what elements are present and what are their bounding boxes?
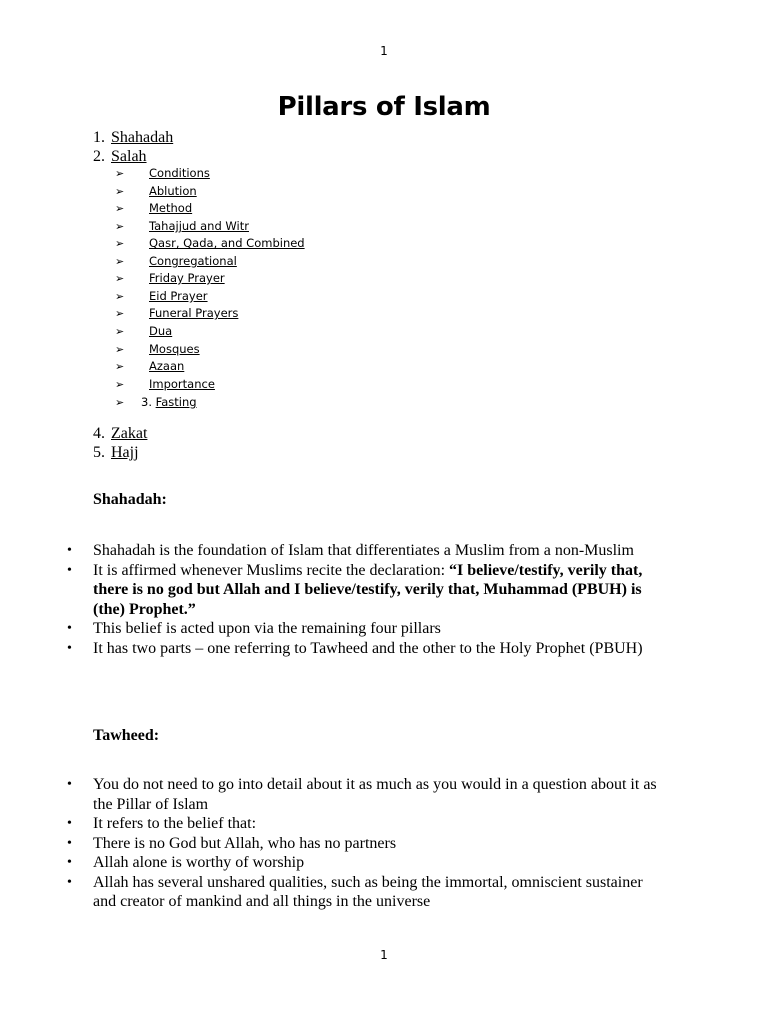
toc-link-zakat[interactable]: Zakat xyxy=(111,425,148,442)
arrow-bullet-icon: ➢ xyxy=(115,343,125,356)
toc-sub-item[interactable] xyxy=(115,359,184,374)
toc-sub-item[interactable] xyxy=(115,377,215,392)
toc-sub-link[interactable]: Azaan xyxy=(149,359,185,373)
toc-sub-link[interactable]: Mosques xyxy=(149,342,200,356)
toc-sub-link[interactable]: Eid Prayer xyxy=(149,289,208,303)
toc-number: 4. xyxy=(93,425,105,442)
arrow-bullet-icon: ➢ xyxy=(115,202,125,215)
bullet-text-wrapper xyxy=(93,561,667,620)
toc-sub-link[interactable]: Conditions xyxy=(149,166,210,180)
toc-link-hajj[interactable]: Hajj xyxy=(111,444,139,461)
toc-sub-link[interactable]: Ablution xyxy=(149,184,197,198)
toc-item-zakat[interactable] xyxy=(93,424,147,443)
list-item xyxy=(67,853,667,873)
tawheed-bullet-list xyxy=(67,775,667,912)
bullet-text: Allah has several unshared qualities, such as being the immortal, omniscient sustainer and creator of mankind and all things in the universe xyxy=(93,873,643,910)
section-heading-tawheed: Tawheed: xyxy=(93,727,160,744)
toc-sub-item-fasting[interactable] xyxy=(115,395,197,410)
toc-number: 3. xyxy=(141,395,152,409)
arrow-bullet-icon: ➢ xyxy=(115,167,125,180)
bullet-text: There is no God but Allah, who has no partners xyxy=(93,834,397,852)
arrow-bullet-icon: ➢ xyxy=(115,237,125,250)
bullet-text: It is affirmed whenever Muslims recite the declaration: xyxy=(93,561,450,579)
toc-sub-item[interactable] xyxy=(115,166,210,181)
toc-sub-item[interactable] xyxy=(115,219,249,234)
arrow-bullet-icon: ➢ xyxy=(115,272,125,285)
declaration-bold-text: “I believe/testify, verily that, there is no god but Allah and I believe/testify, verily that, Muhammad (PBUH) is (the) Prophet.” xyxy=(93,561,643,618)
bullet-text: Shahadah is the foundation of Islam that differentiates a Muslim from a non-Muslim xyxy=(93,542,634,559)
list-item xyxy=(67,541,667,561)
toc-sub-item[interactable] xyxy=(115,324,172,339)
toc-sub-link[interactable]: Funeral Prayers xyxy=(149,306,239,320)
toc-sub-item[interactable] xyxy=(115,306,238,321)
toc-sub-link[interactable]: Qasr, Qada, and Combined xyxy=(149,236,305,250)
toc-sub-link[interactable]: Congregational xyxy=(149,254,237,268)
bullet-dot-icon: • xyxy=(67,874,72,890)
list-item xyxy=(67,619,667,639)
toc-number: 1. xyxy=(93,129,105,146)
toc-sub-link[interactable]: Tahajjud and Witr xyxy=(149,219,249,233)
toc-sub-item[interactable] xyxy=(115,342,200,357)
arrow-bullet-icon: ➢ xyxy=(115,360,125,373)
list-item xyxy=(67,834,667,854)
toc-link-fasting[interactable]: Fasting xyxy=(155,395,197,409)
toc-sub-item[interactable] xyxy=(115,236,305,251)
list-item xyxy=(67,873,667,912)
toc-sub-link[interactable]: Method xyxy=(149,201,193,215)
list-item xyxy=(67,561,667,620)
bullet-text: Allah alone is worthy of worship xyxy=(93,854,305,871)
bullet-text: This belief is acted upon via the remaining four pillars xyxy=(93,620,441,637)
section-heading-shahadah: Shahadah: xyxy=(93,491,167,508)
arrow-bullet-icon: ➢ xyxy=(115,290,125,303)
arrow-bullet-icon: ➢ xyxy=(115,185,125,198)
toc-sub-link[interactable]: Dua xyxy=(149,324,173,338)
toc-item-salah[interactable] xyxy=(93,147,147,166)
shahadah-bullet-list xyxy=(67,541,667,658)
toc-sub-item[interactable] xyxy=(115,184,197,199)
page-number-bottom: 1 xyxy=(380,948,388,962)
bullet-dot-icon: • xyxy=(67,777,72,792)
toc-sub-item[interactable] xyxy=(115,254,237,269)
arrow-bullet-icon: ➢ xyxy=(115,307,125,320)
toc-number: 5. xyxy=(93,444,105,461)
bullet-dot-icon: • xyxy=(67,816,72,831)
arrow-bullet-icon: ➢ xyxy=(115,220,125,233)
toc-sub-item[interactable] xyxy=(115,289,208,304)
list-item xyxy=(67,639,667,659)
list-item xyxy=(67,775,667,814)
toc-link-salah[interactable]: Salah xyxy=(111,148,147,165)
toc-sub-item[interactable] xyxy=(115,201,192,216)
bullet-dot-icon: • xyxy=(67,621,72,636)
list-item xyxy=(67,814,667,834)
page-number-top: 1 xyxy=(380,44,388,58)
bullet-dot-icon: • xyxy=(67,562,72,578)
toc-sub-link[interactable]: Friday Prayer xyxy=(149,271,225,285)
bullet-dot-icon: • xyxy=(67,543,72,558)
toc-sub-link[interactable]: Importance xyxy=(149,377,215,391)
page-title: Pillars of Islam xyxy=(277,92,491,122)
bullet-dot-icon: • xyxy=(67,835,72,851)
toc-item-shahadah[interactable] xyxy=(93,128,173,147)
toc-item-hajj[interactable] xyxy=(93,443,139,462)
bullet-dot-icon: • xyxy=(67,640,72,656)
bullet-dot-icon: • xyxy=(67,855,72,870)
bullet-text: It refers to the belief that: xyxy=(93,815,257,832)
arrow-bullet-icon: ➢ xyxy=(115,255,125,268)
toc-number: 2. xyxy=(93,148,105,165)
toc-link-shahadah[interactable]: Shahadah xyxy=(111,129,174,146)
bullet-text: It has two parts – one referring to Tawheed and the other to the Holy Prophet (PBUH) xyxy=(93,639,643,657)
toc-sub-item[interactable] xyxy=(115,271,225,286)
arrow-bullet-icon: ➢ xyxy=(115,378,125,391)
arrow-bullet-icon: ➢ xyxy=(115,325,125,338)
bullet-text: You do not need to go into detail about it as much as you would in a question about it as the Pillar of Islam xyxy=(93,776,657,813)
arrow-bullet-icon: ➢ xyxy=(115,396,125,409)
